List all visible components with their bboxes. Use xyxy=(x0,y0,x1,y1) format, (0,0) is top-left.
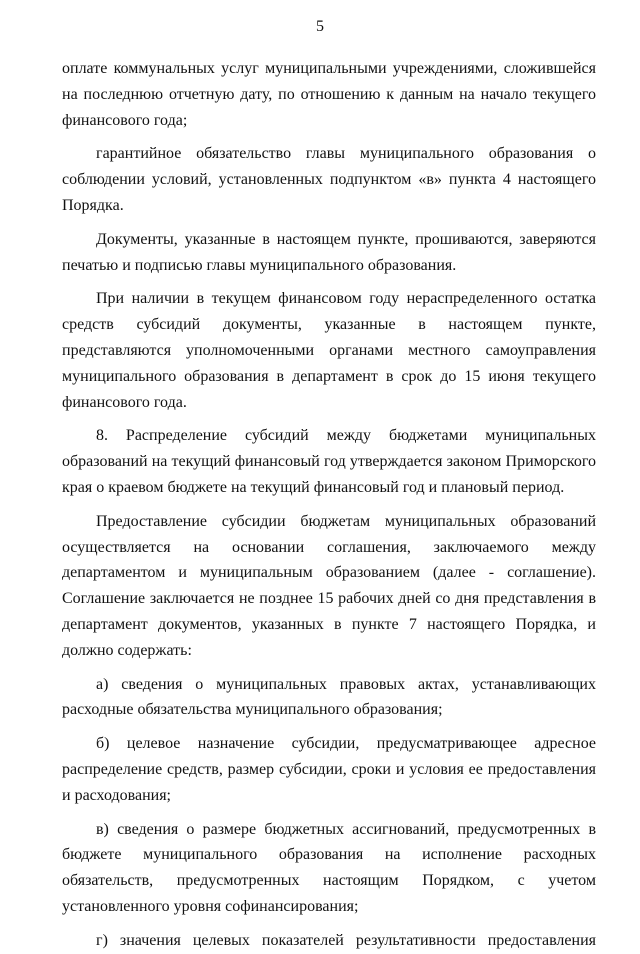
paragraph-subitem-b: б) целевое назначение субсидии, предусматривающее адресное распределение средств, размер субсидии, сроки и условия ее предоставления и расходования; xyxy=(62,735,596,804)
paragraph-agreement-basis: Предоставление субсидии бюджетам муниципальных образований осуществляется на основании соглашения, заключаемого между департаментом и муниципальным образованием (далее - соглашение). Соглашение заключается не позднее 15 рабочих дней со дня представления в департамент документов, указанных в пункте 7 настоящего Порядка, и должно содержать: xyxy=(62,512,596,659)
paragraph-subitem-g: г) значения целевых показателей результативности предоставления xyxy=(96,931,596,949)
document-body xyxy=(62,56,596,954)
paragraph-item-8-distribution: 8. Распределение субсидий между бюджетами муниципальных образований на текущий финансовый год утверждается законом Приморского края о краевом бюджете на текущий финансовый год и плановый период. xyxy=(62,427,596,496)
paragraph-utilities-payment: оплате коммунальных услуг муниципальными учреждениями, сложившейся на последнюю отчетную дату, по отношению к данным на начало текущего финансового года; xyxy=(62,60,596,129)
paragraph-subitem-v: в) сведения о размере бюджетных ассигнований, предусмотренных в бюджете муниципального образования на исполнение расходных обязательств, предусмотренных настоящим Порядком, с учетом установленного уровня софинансирования; xyxy=(62,820,596,915)
paragraph-guarantee-obligation: гарантийное обязательство главы муниципального образования о соблюдении условий, установленных подпунктом «в» пункта 4 настоящего Порядка. xyxy=(62,145,596,214)
paragraph-documents-certified: Документы, указанные в настоящем пункте, прошиваются, заверяются печатью и подписью главы муниципального образования. xyxy=(62,230,596,274)
paragraph-subitem-a: а) сведения о муниципальных правовых актах, устанавливающих расходные обязательства муниципального образования; xyxy=(62,675,596,719)
page-number: 5 xyxy=(316,18,324,35)
paragraph-undistributed-balance: При наличии в текущем финансовом году нераспределенного остатка средств субсидий документы, указанные в настоящем пункте, представляются уполномоченными органами местного самоуправления муниципального образования в департамент в срок до 15 июня текущего финансового года. xyxy=(62,290,596,411)
